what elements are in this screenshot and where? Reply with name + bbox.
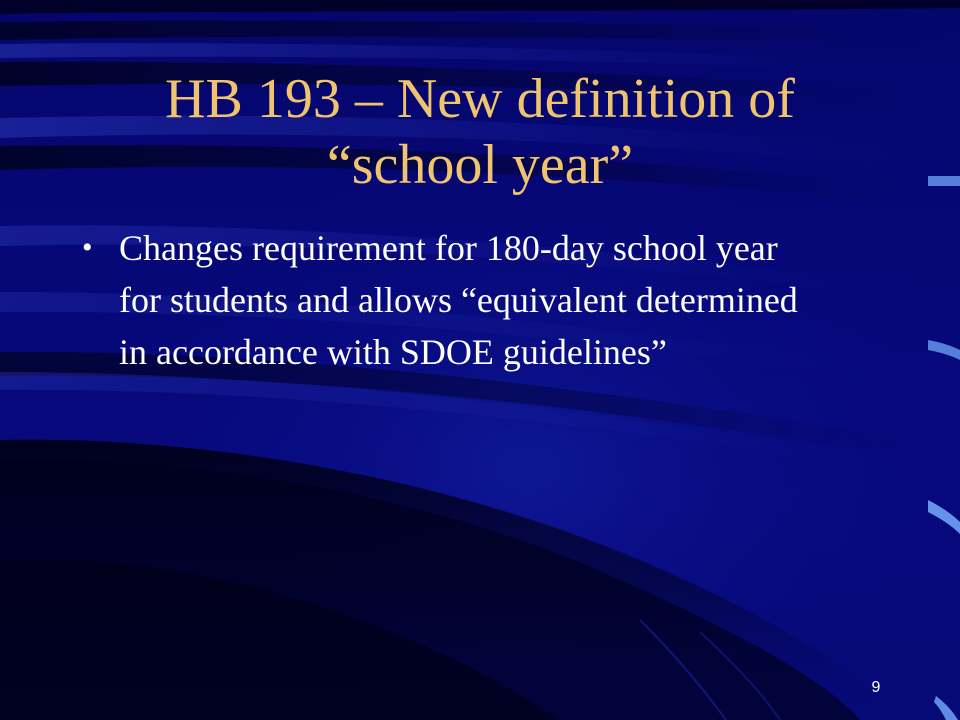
slide-title-line-2: “school year” <box>326 134 634 196</box>
bullet-list <box>82 222 822 378</box>
bullet-text: Changes requirement for 180-day school year for students and allows “equivalent determined in accordance with SDOE guidelines” <box>119 228 798 372</box>
slide-title-line-1: HB 193 – New definition of <box>165 68 795 130</box>
bullet-icon: • <box>82 231 93 264</box>
bullet-item <box>82 222 822 378</box>
slide-title <box>60 66 900 198</box>
page-number: 9 <box>871 679 881 696</box>
